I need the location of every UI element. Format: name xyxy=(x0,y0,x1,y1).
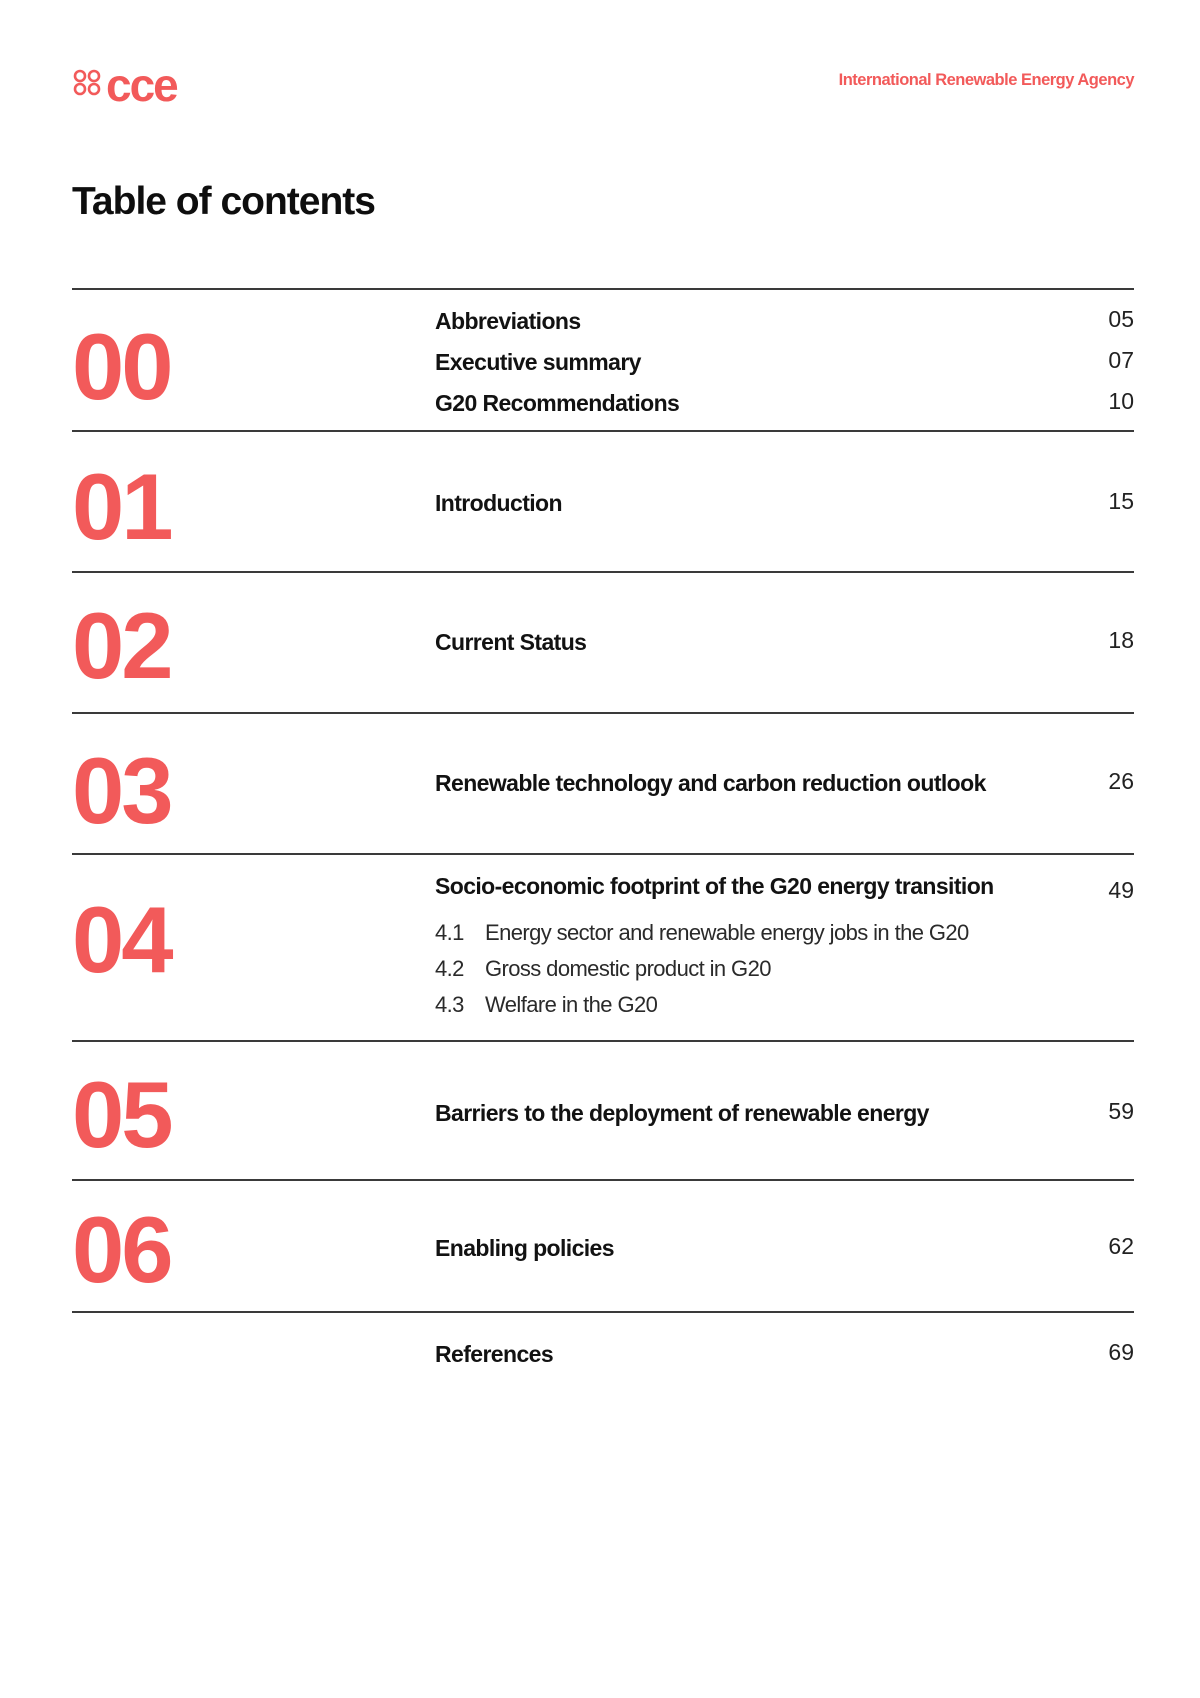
toc-section-00 xyxy=(72,288,1134,430)
toc-entry-page: 62 xyxy=(1108,1233,1134,1259)
section-number: 05 xyxy=(72,1062,171,1167)
toc-entry-page: 49 xyxy=(1108,877,1134,903)
toc-entry-title: Socio-economic footprint of the G20 energy transition xyxy=(435,873,994,899)
logo xyxy=(72,59,177,111)
section-number: 01 xyxy=(72,454,171,559)
toc-entry-current-status[interactable] xyxy=(435,629,1134,663)
toc-entry-page: 26 xyxy=(1108,768,1134,794)
agency-name: International Renewable Energy Agency xyxy=(838,71,1134,89)
toc-entry-title: Barriers to the deployment of renewable energy xyxy=(435,1100,929,1126)
logo-mark-icon xyxy=(72,68,102,102)
toc-subentry-title: Energy sector and renewable energy jobs in the G20 xyxy=(485,920,969,945)
toc-entry-g20-recommendations[interactable] xyxy=(435,390,1134,424)
toc-subentry-4-1[interactable] xyxy=(435,920,969,950)
toc-entry-page: 69 xyxy=(1108,1339,1134,1365)
toc-section-references xyxy=(72,1311,1134,1393)
toc-subentry-title: Gross domestic product in G20 xyxy=(485,956,771,981)
toc-subentry-4-2[interactable] xyxy=(435,956,771,986)
toc-subentry-title: Welfare in the G20 xyxy=(485,992,658,1017)
toc-entry-executive-summary[interactable] xyxy=(435,349,1134,383)
toc-section-01 xyxy=(72,430,1134,571)
logo-text: cce xyxy=(106,59,177,111)
toc-entry-title: References xyxy=(435,1341,554,1367)
toc-subentry-number: 4.2 xyxy=(435,956,464,981)
toc-entry-references[interactable] xyxy=(435,1341,1134,1375)
toc-section-05 xyxy=(72,1040,1134,1179)
toc-entry-page: 05 xyxy=(1108,306,1134,332)
table-of-contents xyxy=(72,288,1134,1393)
toc-section-04 xyxy=(72,853,1134,1040)
toc-entry-socio-economic[interactable] xyxy=(435,873,1134,907)
toc-entry-page: 59 xyxy=(1108,1098,1134,1124)
section-number: 03 xyxy=(72,738,171,843)
toc-entry-page: 10 xyxy=(1108,388,1134,414)
toc-entry-page: 15 xyxy=(1108,488,1134,514)
toc-entry-enabling-policies[interactable] xyxy=(435,1235,1134,1269)
toc-entry-title: Introduction xyxy=(435,490,562,516)
section-number: 00 xyxy=(72,314,171,419)
toc-entry-introduction[interactable] xyxy=(435,490,1134,524)
toc-entry-title: G20 Recommendations xyxy=(435,390,680,416)
toc-entry-barriers[interactable] xyxy=(435,1100,1134,1134)
toc-entry-renewable-outlook[interactable] xyxy=(435,770,1134,804)
toc-section-06 xyxy=(72,1179,1134,1311)
toc-subentry-number: 4.1 xyxy=(435,920,464,945)
toc-entry-title: Executive summary xyxy=(435,349,641,375)
toc-entry-page: 18 xyxy=(1108,627,1134,653)
section-number: 02 xyxy=(72,593,171,698)
toc-entry-title: Enabling policies xyxy=(435,1235,614,1261)
toc-entry-title: Abbreviations xyxy=(435,308,581,334)
toc-subentry-number: 4.3 xyxy=(435,992,464,1017)
toc-entry-title: Renewable technology and carbon reduction outlook xyxy=(435,770,986,796)
toc-entry-abbreviations[interactable] xyxy=(435,308,1134,342)
page-title: Table of contents xyxy=(72,180,375,223)
toc-section-03 xyxy=(72,712,1134,853)
toc-entry-page: 07 xyxy=(1108,347,1134,373)
toc-subentry-4-3[interactable] xyxy=(435,992,657,1022)
section-number: 04 xyxy=(72,887,171,992)
toc-entry-title: Current Status xyxy=(435,629,587,655)
section-number: 06 xyxy=(72,1197,171,1302)
toc-section-02 xyxy=(72,571,1134,712)
